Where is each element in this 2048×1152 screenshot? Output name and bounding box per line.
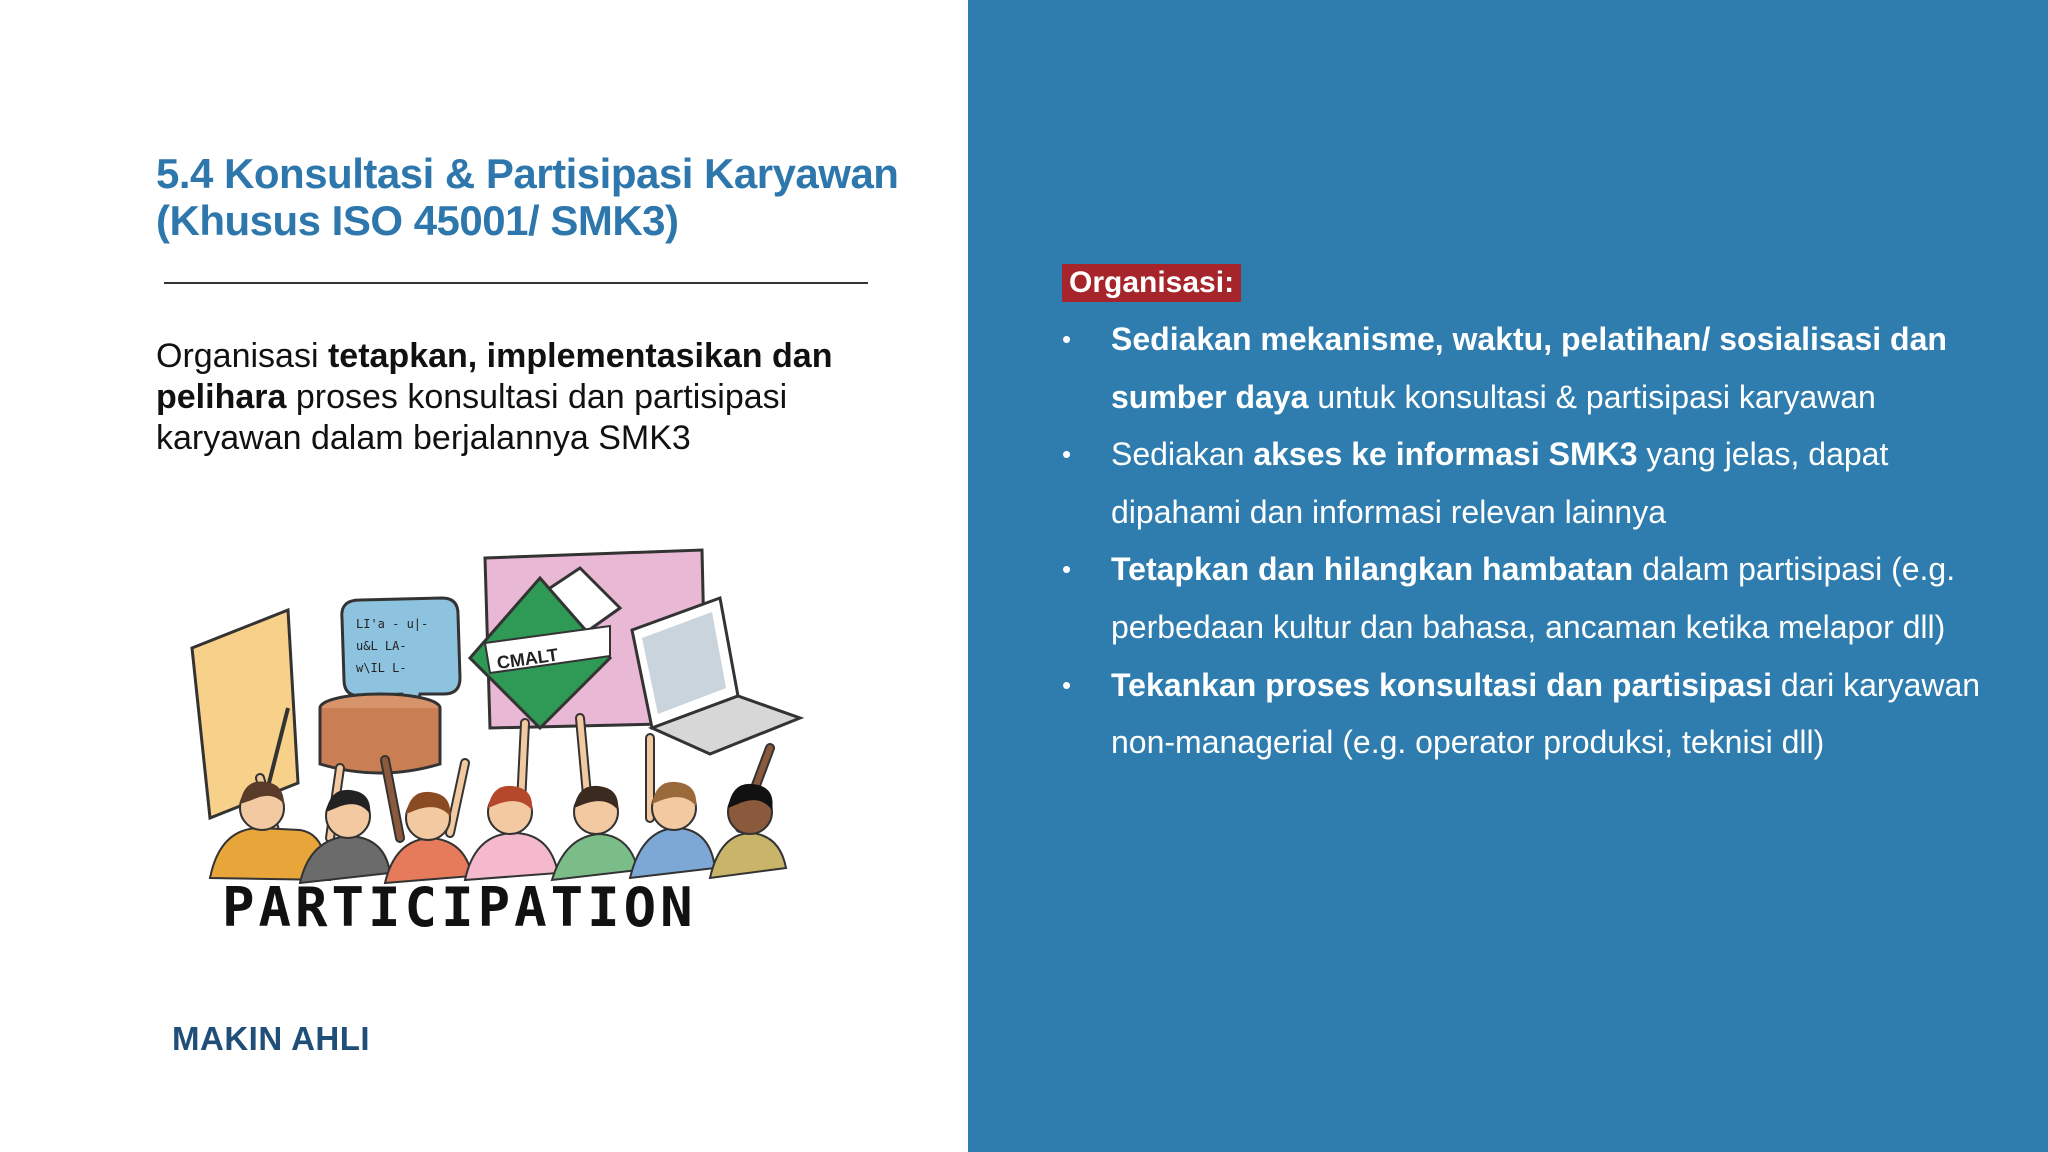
speech-line-1: LI'a - u|-: [356, 617, 429, 631]
intro-bold: tetapkan, implementasikan dan pelihara: [156, 337, 833, 416]
list-item-text: yang jelas, dapat dipahami dan informasi relevan lainnya: [1111, 436, 1889, 530]
intro-text-1: Organisasi: [156, 337, 328, 375]
list-item: [1062, 657, 2002, 772]
bullet-dot: •: [1062, 669, 1072, 700]
title-divider: [164, 282, 868, 284]
bullet-dot: •: [1062, 439, 1072, 470]
bullet-dot: •: [1062, 324, 1072, 354]
bullet-dot: •: [1062, 554, 1072, 585]
list-item: [1062, 311, 2002, 426]
list-item-prefix: Sediakan: [1111, 436, 1254, 473]
brand-logo-text: MAKIN AHLI: [172, 1020, 371, 1057]
sign-text: CMALT: [495, 644, 560, 673]
list-item-text: dari karyawan non-managerial (e.g. operator produksi, teknisi dll): [1111, 666, 1981, 761]
list-item-text: dalam partisipasi (e.g. perbedaan kultur dan bahasa, ancaman ketika melapor dll): [1111, 551, 1956, 645]
slide-title: [156, 150, 916, 244]
list-item-bold: Tetapkan dan hilangkan hambatan: [1111, 551, 1634, 588]
intro-paragraph: [156, 336, 896, 459]
list-item: [1062, 426, 2002, 541]
list-item-bold: akses ke informasi SMK3: [1253, 436, 1638, 473]
participation-illustration: [180, 528, 820, 938]
title-line-2: (Khusus ISO 45001/ SMK3): [156, 197, 679, 244]
illustration-caption: PARTICIPATION: [222, 876, 697, 938]
title-line-1: 5.4 Konsultasi & Partisipasi Karyawan: [156, 150, 899, 197]
list-item-bold: Sediakan mekanisme, waktu, pelatihan/ sosialisasi dan sumber daya: [1111, 321, 1947, 415]
list-item: [1062, 541, 2002, 656]
organisasi-label: Organisasi:: [1062, 264, 1241, 302]
list-item-bold: Tekankan proses konsultasi dan partisipasi: [1111, 666, 1772, 703]
speech-line-3: w\IL L-: [356, 661, 407, 675]
speech-line-2: u&L LA-: [356, 639, 407, 653]
intro-text-2: proses konsultasi dan partisipasi karyawan dalam berjalannya SMK3: [156, 378, 788, 457]
organisasi-list: [1062, 311, 2002, 772]
list-item-text: untuk konsultasi & partisipasi karyawan: [1308, 378, 1876, 415]
